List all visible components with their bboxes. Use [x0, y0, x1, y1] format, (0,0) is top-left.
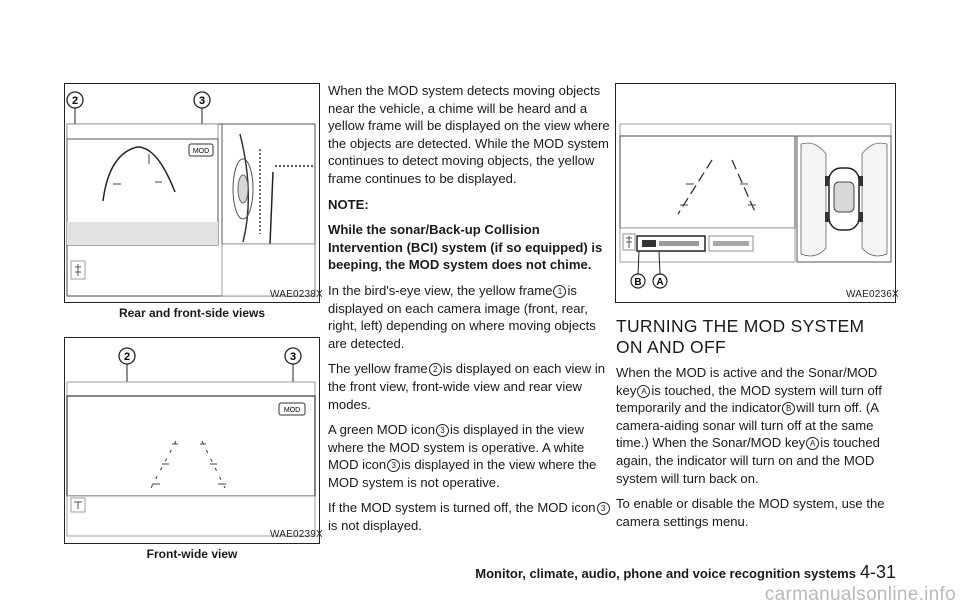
paragraph-sonar-key: When the MOD is active and the Sonar/MOD key A is touched, the MOD system will turn off temporarily and the indicator B will turn off. (A camera-aiding sonar will turn off at the same time.) When the Sonar/MOD key A is touched again, the indicator will turn on and the MOD system will turn back on.	[616, 365, 882, 486]
figure-3-illustration	[616, 84, 895, 302]
figure-2-caption: Front-wide view	[146, 547, 238, 561]
callout-a-label: A	[656, 277, 664, 288]
paragraph-chime: When the MOD system detects moving objects near the vehicle, a chime will be heard and a yellow frame will be displayed on the view where the objects are detected. While the MOD system continues to detect moving objects, the yellow frame continues to be displayed.	[328, 83, 610, 186]
right-column	[616, 316, 896, 538]
paragraph-mod-icon: A green MOD icon 3 is displayed in the view where the MOD system is operative. A white MOD icon 3 is displayed in the view where the MOD system is not operative.	[328, 422, 597, 490]
figure-1-illustration	[65, 84, 319, 302]
marker-3: 3	[387, 459, 400, 472]
paragraph-birds-eye: In the bird's-eye view, the yellow frame 1 is displayed on each camera image (front, rear, right, left) depending on where moving objects are detected.	[328, 282, 596, 351]
marker-1: 1	[553, 285, 566, 298]
mod-icon-label-2: MOD	[283, 407, 301, 414]
callout-b-label: B	[634, 277, 642, 288]
footer-title: Monitor, climate, audio, phone and voice recognition systems	[475, 566, 856, 581]
paragraph-mod-off: If the MOD system is turned off, the MOD icon 3is not displayed.	[328, 499, 612, 534]
note-text: While the sonar/Back-up Collision Intervention (BCI) system (if so equipped) is beeping, the MOD system does not chime.	[328, 222, 603, 273]
figure-3-code: WAE0236X	[846, 289, 899, 300]
marker-3: 3	[597, 502, 610, 515]
paragraph-yellow-frame: The yellow frame 2 is displayed on each view in the front view, front-wide view and rear view modes.	[328, 361, 606, 412]
figure-1-code: WAE0238X	[270, 289, 323, 300]
figure-rear-front-side	[64, 83, 320, 303]
page-footer	[475, 562, 896, 583]
marker-b: B	[782, 402, 795, 415]
mod-icon-label-1: MOD	[192, 148, 210, 155]
figure-1-caption: Rear and front-side views	[118, 306, 266, 320]
callout-3-label: 3	[289, 351, 297, 363]
marker-3: 3	[436, 424, 449, 437]
marker-a: A	[637, 385, 650, 398]
marker-2: 2	[429, 363, 442, 376]
paragraph-settings: To enable or disable the MOD system, use the camera settings menu.	[616, 496, 885, 529]
page-number: 4-31	[859, 562, 896, 582]
figure-2-code: WAE0239X	[270, 529, 323, 540]
figure-front-wide	[64, 337, 320, 544]
watermark: carmanualsonline.info	[764, 584, 956, 605]
marker-a: A	[806, 437, 819, 450]
figure-2-illustration	[65, 338, 319, 543]
section-heading: TURNING THE MOD SYSTEM ON AND OFF	[616, 316, 865, 357]
callout-2-label: 2	[71, 95, 79, 107]
callout-3-label: 3	[198, 95, 206, 107]
figure-birds-eye	[615, 83, 896, 303]
callout-2-label: 2	[123, 351, 131, 363]
middle-column	[328, 82, 612, 543]
note-label: NOTE:	[328, 196, 369, 212]
